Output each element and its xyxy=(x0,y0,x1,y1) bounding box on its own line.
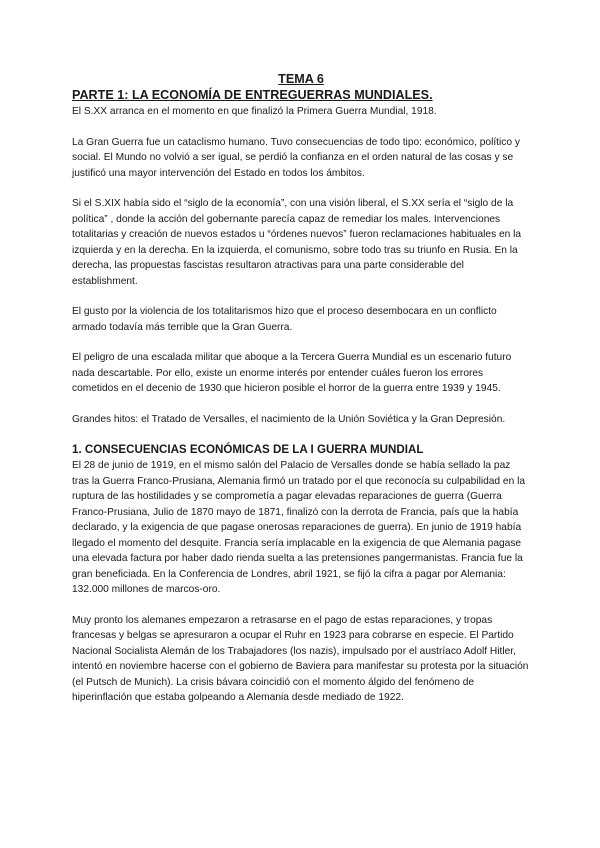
part-heading: PARTE 1: LA ECONOMÍA DE ENTREGUERRAS MUNDIALES. xyxy=(72,88,433,102)
topic-title: TEMA 6 xyxy=(278,72,324,86)
milestones-paragraph: Grandes hitos: el Tratado de Versalles, el nacimiento de la Unión Soviética y la Gran Depresión. xyxy=(72,413,506,425)
body-paragraph: La Gran Guerra fue un cataclismo humano. Tuvo consecuencias de todo tipo: económico, político y social. El Mundo no volvió a ser igual, se perdió la confianza en el orden natural de las cosas y se justificó una mayor intervención del Estado en todos los ámbitos. xyxy=(72,136,520,179)
body-paragraph: El peligro de una escalada militar que aboque a la Tercera Guerra Mundial es un escenario futuro nada descartable. Por ello, existe un enorme interés por entender cuáles fueron los errores cometidos en el decenio de 1930 que hicieron posible el horror de la guerra entre 1939 y 1945. xyxy=(72,352,512,394)
section-paragraph: Muy pronto los alemanes empezaron a retrasarse en el pago de estas reparaciones, y tropas francesas y belgas se apresuraron a ocupar el Ruhr en 1923 para cobrarse en especie. El Partido Nacional Socialista Alemán de los Trabajadores (los nazis), impulsado por el austríaco Adolf Hitler, intentó en noviembre hacerse con el gobierno de Baviera para manifestar su protesta por la situación (el Putsch de Munich). La crisis bávara coincidió con el momento álgido del fenómeno de hiperinflación que estaba golpeando a Alemania desde mediado de 1922. xyxy=(72,614,529,703)
section-heading: 1. CONSECUENCIAS ECONÓMICAS DE LA I GUERRA MUNDIAL xyxy=(72,443,424,456)
body-paragraph: Si el S.XIX había sido el “siglo de la economía”, con una visión liberal, el S.XX sería el “siglo de la política” , donde la acción del gobernante parecía capaz de remediar los males. Intervenciones totalitarias y creación de nuevos estados u “órdenes nuevos” fueron reclamaciones habituales en la izquierda y en la derecha. En la izquierda, el comunismo, sobre todo tras su triunfo en Rusia. En la derecha, las propuestas fascistas resultaron atractivas para una parte considerable del establishment. xyxy=(72,198,522,287)
body-paragraph: El gusto por la violencia de los totalitarismos hizo que el proceso desembocara en un conflicto armado todavía más terrible que la Gran Guerra. xyxy=(72,306,497,333)
section-paragraph: El 28 de junio de 1919, en el mismo salón del Palacio de Versalles donde se había sellado la paz tras la Guerra Franco-Prusiana, Alemania firmó un tratado por el que reconocía su culpabilidad en la ruptura de las hostilidades y se comprometía a pagar elevadas reparaciones de guerra (Guerra Franco-Prusiana, Julio de 1870 mayo de 1871, finalizó con la derrota de Francia, país que la había declarado, y la exigencia de que pagase onerosas reparaciones de guerra). En junio de 1919 había llegado el momento del desquite. Francia sería implacable en la exigencia de que Alemania pagase una elevada factura por haber dado rienda suelta a las pretensiones pangermanistas. Francia fue la gran beneficiada. En la Conferencia de Londres, abril 1921, se fijó la cifra a pagar por Alemania: 132.000 millones de marcos-oro. xyxy=(72,460,526,595)
intro-paragraph: El S.XX arranca en el momento en que finalizó la Primera Guerra Mundial, 1918. xyxy=(72,106,437,117)
